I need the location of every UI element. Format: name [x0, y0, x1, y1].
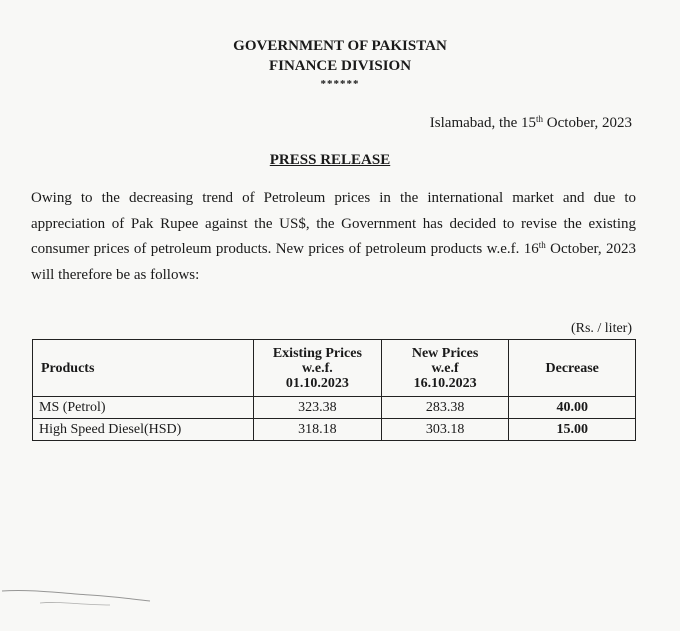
dateline-prefix: Islamabad, the 15: [429, 115, 537, 131]
table-row: [33, 397, 636, 419]
dateline: [430, 115, 632, 132]
cell-new-price: 303.18: [381, 419, 509, 441]
col-header-decrease: Decrease: [509, 340, 636, 397]
cell-product: High Speed Diesel(HSD): [33, 419, 254, 441]
dateline-ordinal: th: [536, 114, 544, 124]
dateline-suffix: October, 2023: [543, 115, 632, 131]
col-header-new-line1: New Prices: [411, 345, 479, 361]
cell-decrease: 40.00: [509, 397, 636, 419]
pen-mark: [0, 581, 160, 611]
unit-note: (Rs. / liter): [570, 321, 632, 336]
cell-product: MS (Petrol): [33, 397, 254, 419]
col-header-new-line2: w.e.f: [431, 360, 459, 376]
cell-existing-price: 318.18: [254, 419, 382, 441]
col-header-products: Products: [33, 340, 254, 397]
col-header-new-line3: 16.10.2023: [413, 375, 477, 391]
cell-decrease: 15.00: [509, 419, 636, 441]
header-separator: ******: [320, 78, 360, 90]
col-header-new: [381, 340, 509, 397]
table-row: [33, 419, 636, 441]
header-government: GOVERNMENT OF PAKISTAN: [233, 38, 447, 54]
price-table: [32, 339, 636, 441]
cell-new-price: 283.38: [381, 397, 509, 419]
body-paragraph: [31, 186, 636, 288]
body-text-part1: Owing to the decreasing trend of Petroleum prices in the international market and due to appreciation of Pak Rupee against the US$, the Government has decided to revise the existing consumer prices of petroleum products. New prices of petroleum products w.e.f. 16: [31, 190, 636, 257]
body-ordinal: th: [538, 240, 546, 250]
cell-existing-price: 323.38: [254, 397, 382, 419]
col-header-existing-line2: w.e.f.: [302, 360, 333, 376]
header-division: FINANCE DIVISION: [268, 58, 412, 74]
col-header-existing: [254, 340, 382, 397]
body-text-part2: October, 2023 will therefore be as follows:: [31, 241, 636, 283]
col-header-existing-line1: Existing Prices: [272, 345, 362, 361]
table-header-row: [33, 340, 636, 397]
page-title: PRESS RELEASE: [269, 152, 391, 168]
col-header-existing-line3: 01.10.2023: [285, 375, 349, 391]
